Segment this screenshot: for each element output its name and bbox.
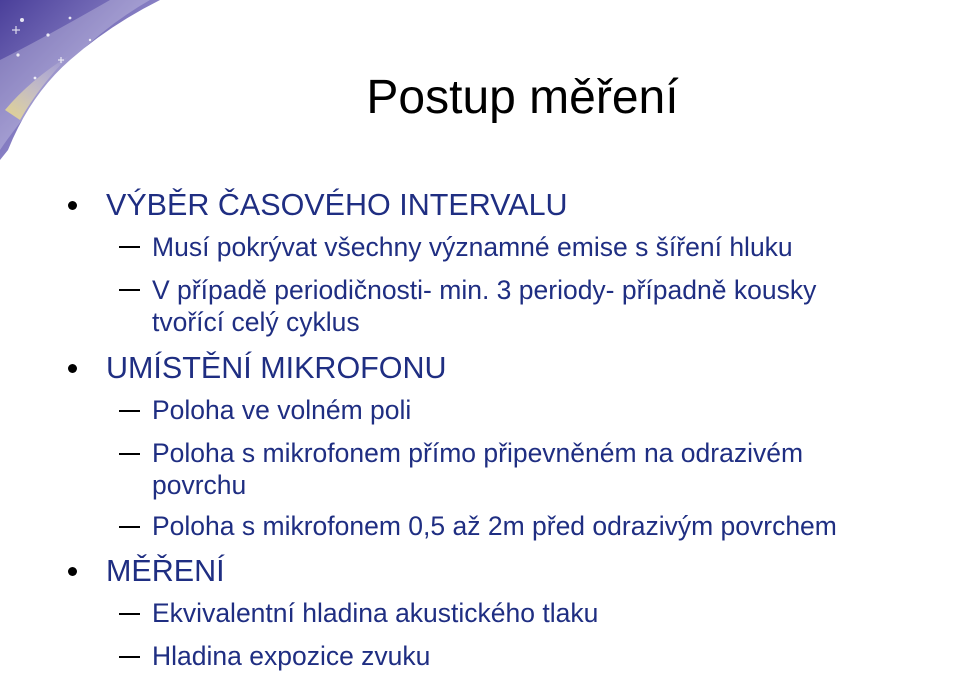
dash-icon xyxy=(119,289,140,291)
list-item-continuation: tvořící celý cyklus xyxy=(152,307,360,337)
bullet-icon xyxy=(68,567,77,576)
list-item: Musí pokrývat všechny významné emise s šíření hluku xyxy=(152,232,793,262)
list-item-continuation: povrchu xyxy=(152,470,247,500)
slide-title: Postup měření xyxy=(366,71,679,124)
dash-icon xyxy=(119,613,140,615)
section-heading: MĚŘENÍ xyxy=(106,554,225,588)
list-item: Hladina expozice zvuku xyxy=(152,641,431,671)
dash-icon xyxy=(119,526,140,528)
dash-icon xyxy=(119,656,140,658)
list-item: Poloha s mikrofonem 0,5 až 2m před odrazivým povrchem xyxy=(152,511,837,541)
list-item: Poloha ve volném poli xyxy=(152,395,412,425)
bullet-icon xyxy=(68,201,77,210)
list-item: V případě periodičnosti- min. 3 periody- případně kousky xyxy=(152,275,817,305)
dash-icon xyxy=(119,246,140,248)
list-item: Poloha s mikrofonem přímo připevněném na odrazivém xyxy=(152,438,804,468)
bullet-icon xyxy=(68,364,77,373)
section-heading: UMÍSTĚNÍ MIKROFONU xyxy=(106,351,447,385)
list-item: Ekvivalentní hladina akustického tlaku xyxy=(152,598,599,628)
section-heading: VÝBĚR ČASOVÉHO INTERVALU xyxy=(106,188,568,222)
dash-icon xyxy=(119,410,140,412)
dash-icon xyxy=(119,453,140,455)
